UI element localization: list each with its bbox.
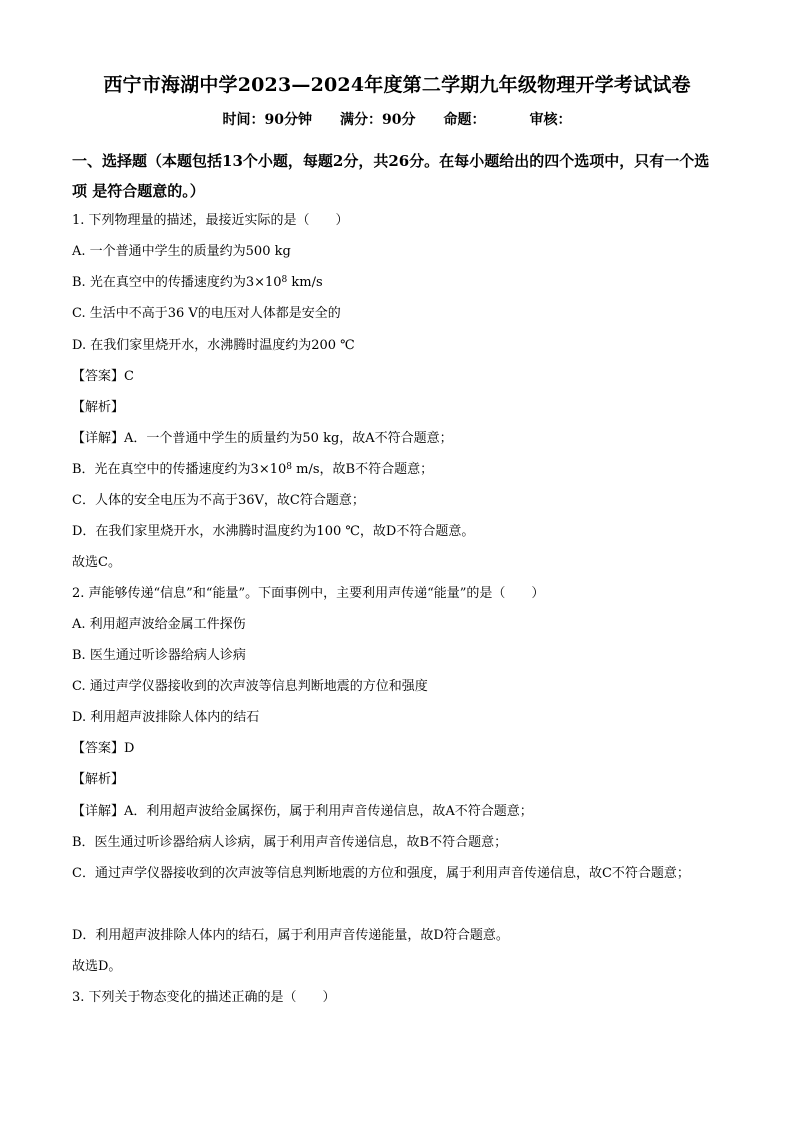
q2-option-a: A. 利用超声波给金属工件探伤 — [72, 617, 246, 632]
q2-detail-b: B．医生通过听诊器给病人诊病，属于利用声音传递信息，故B不符合题意； — [72, 835, 508, 850]
q2-stem: 2. 声能够传递“信息”和“能量”。下面事例中，主要利用声传递“能量”的是（ ） — [72, 586, 545, 601]
q2-answer: 【答案】D — [72, 741, 135, 756]
exam-author: 命题： — [443, 112, 486, 128]
q3-stem: 3. 下列关于物态变化的描述正确的是（ ） — [72, 990, 336, 1005]
q1-detail-b-unit: m/s，故B不符合题意； — [292, 462, 434, 477]
q1-analysis-label: 【解析】 — [72, 400, 125, 415]
q2-option-d: D. 利用超声波排除人体内的结石 — [72, 710, 260, 725]
q1-option-b — [72, 274, 323, 292]
q2-detail-d: D．利用超声波排除人体内的结石，属于利用声音传递能量，故D符合题意。 — [72, 928, 509, 943]
q2-conclusion: 故选D。 — [72, 959, 122, 974]
q1-option-c: C. 生活中不高于36 V的电压对人体都是安全的 — [72, 306, 341, 321]
q2-analysis-label: 【解析】 — [72, 772, 125, 787]
q1-conclusion: 故选C。 — [72, 555, 121, 570]
q1-option-b-exponent: 8 — [281, 275, 288, 285]
exam-meta — [0, 109, 794, 129]
q1-answer: 【答案】C — [72, 369, 134, 384]
section-heading: 一、选择题（本题包括13个小题，每题2分，共26分。在每小题给出的四个选项中，只有一个选项 是符合题意的。） — [72, 152, 710, 200]
exam-time: 时间：90分钟 — [222, 112, 312, 128]
q1-detail-b-text: B．光在真空中的传播速度约为3×10 — [72, 462, 287, 477]
q1-option-b-unit: km/s — [287, 275, 323, 290]
q2-option-c: C. 通过声学仪器接收到的次声波等信息判断地震的方位和强度 — [72, 679, 428, 694]
q1-detail-a: 【详解】A．一个普通中学生的质量约为50 kg，故A不符合题意； — [72, 431, 453, 446]
q1-option-b-text: B. 光在真空中的传播速度约为3×10 — [72, 275, 282, 290]
exam-score: 满分：90分 — [340, 112, 416, 128]
q2-option-b: B. 医生通过听诊器给病人诊病 — [72, 648, 246, 663]
q1-stem: 1. 下列物理量的描述，最接近实际的是（ ） — [72, 213, 349, 228]
q1-detail-b — [72, 461, 433, 479]
q1-detail-b-exponent: 8 — [286, 462, 292, 472]
q1-option-a: A. 一个普通中学生的质量约为500 kg — [72, 244, 291, 259]
q2-detail-c: C．通过声学仪器接收到的次声波等信息判断地震的方位和强度，属于利用声音传递信息，故C不符合题意； — [72, 866, 690, 881]
q1-detail-c: C．人体的安全电压为不高于36V，故C符合题意； — [72, 493, 365, 508]
q2-detail-a: 【详解】A．利用超声波给金属探伤，属于利用声音传递信息，故A不符合题意； — [72, 804, 533, 819]
exam-title: 西宁市海湖中学2023—2024年度第二学期九年级物理开学考试试卷 — [103, 74, 691, 96]
exam-review: 审核： — [529, 112, 572, 128]
q1-option-d: D. 在我们家里烧开水，水沸腾时温度约为200 ℃ — [72, 338, 355, 353]
q1-detail-d: D．在我们家里烧开水，水沸腾时温度约为100 ℃，故D不符合题意。 — [72, 524, 475, 539]
